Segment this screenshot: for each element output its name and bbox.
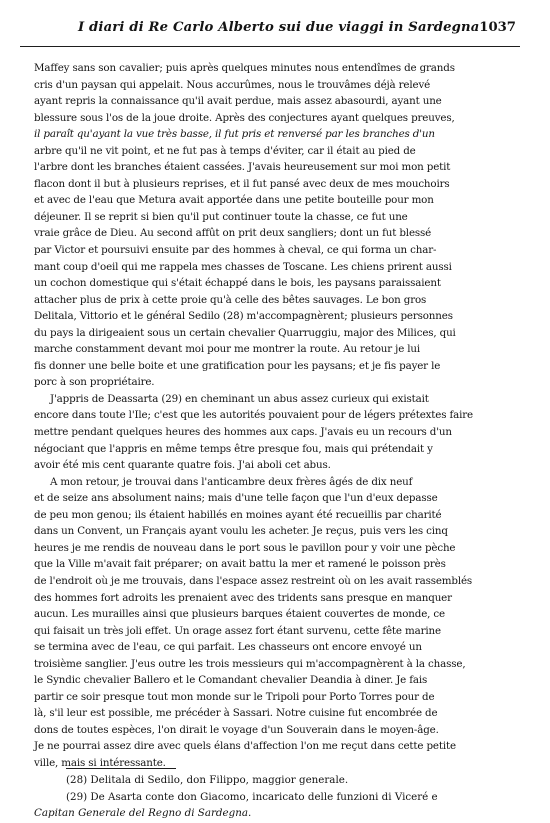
text-line: A mon retour, je trouvai dans l'anticambre deux frères âgés de dix neuf	[50, 475, 413, 488]
text-line: mant coup d'oeil qui me rappela mes chasses de Toscane. Les chiens prirent aussi	[34, 260, 452, 273]
text-line: blessure sous l'os de la joue droite. Après des conjectures ayant quelques preuves,	[34, 111, 455, 124]
footnotes	[34, 772, 516, 822]
text-line: aucun. Les murailles ainsi que plusieurs barques étaient couvertes de monde, ce	[34, 608, 445, 621]
text-line: et avec de l'eau que Metura avait apportée dans une petite bouteille pour mon	[34, 194, 434, 207]
footnote-29: (29) De Asarta conte don Giacomo, incaricato delle funzioni di Viceré e	[66, 790, 438, 803]
text-line: Maffey sans son cavalier; puis après quelques minutes nous entendîmes de grands	[34, 62, 455, 74]
text-line: marche constamment devant moi pour me montrer la route. Au retour je lui	[34, 343, 421, 356]
text-line: de l'endroit où je me trouvais, dans l'espace assez restreint où on les avait rassemblés	[34, 574, 473, 587]
text-line: cris d'un paysan qui appelait. Nous accurûmes, nous le trouvâmes déjà relevé	[34, 78, 431, 91]
footnote-28: (28) Delitala di Sedilo, don Filippo, maggior generale.	[66, 774, 349, 786]
text-line: ayant repris la connaissance qu'il avait perdue, mais assez abasourdi, ayant une	[34, 95, 442, 108]
text-line: le Syndic chevalier Ballero et le Comandant chevalier Deandia à diner. Je fais	[34, 674, 428, 687]
text-line: dans un Convent, un Français ayant voulu les acheter. Je reçus, puis vers les cinq	[34, 525, 448, 538]
text-line: porc à son propriétaire.	[34, 376, 155, 389]
text-line: négociant que l'appris en même temps être presque fou, mais qui prétendait y	[34, 442, 433, 455]
text-line: avoir été mis cent quarante quatre fois. J'ai aboli cet abus.	[34, 459, 331, 472]
text-line: Delitala, Vittorio et le général Sedilo (28) m'accompagnèrent; plusieurs personnes	[34, 310, 453, 323]
text-line: dons de toutes espèces, l'on dirait le voyage d'un Souverain dans le moyen-âge.	[34, 723, 439, 736]
text-line: attacher plus de prix à cette proie qu'à celle des bêtes sauvages. Le bon gros	[34, 293, 427, 306]
text-line: se termina avec de l'eau, ce qui parfait. Les chasseurs ont encore envoyé un	[34, 641, 422, 654]
footnote-29-continued: Capitan Generale del Regno di Sardegna.	[34, 807, 252, 819]
page-number: 1037	[479, 20, 516, 35]
text-line: que la Ville m'avait fait préparer; on avait battu la mer et ramené le poisson près	[34, 558, 446, 571]
text-line: vraie grâce de Dieu. Au second affût on prit deux sangliers; dont un fut blessé	[34, 227, 432, 240]
text-line: du pays la dirigeaient sous un certain chevalier Quarruggiu, major des Milices, qui	[34, 326, 456, 339]
text-line: flacon dont il but à plusieurs reprises, et il fut pansé avec deux de mes mouchoirs	[34, 177, 450, 190]
text-line: l'arbre dont les branches étaient cassées. J'avais heureusement sur moi mon petit	[34, 161, 451, 174]
text-line: ville, mais si intéressante.	[34, 756, 166, 769]
text-line: il paraît qu'ayant la vue très basse, il fut pris et renversé par les branches d'un	[34, 128, 435, 141]
text-line: et de seize ans absolument nains; mais d'une telle façon que l'un d'eux depasse	[34, 492, 438, 505]
text-line: encore dans toute l'Ile; c'est que les autorités pouvaient pour de légers prétextes faire	[34, 409, 474, 422]
text-line: par Victor et poursuivi ensuite par des hommes à cheval, ce qui forma un char-	[34, 244, 437, 257]
text-line: déjeuner. Il se reprit si bien qu'il put continuer toute la chasse, ce fut une	[34, 210, 408, 223]
body-text	[34, 60, 507, 772]
running-header	[20, 10, 520, 47]
text-line: là, s'il leur est possible, me précéder à Sassari. Notre cuisine fut encombrée de	[34, 707, 438, 720]
text-line: J'appris de Deassarta (29) en cheminant un abus assez curieux qui existait	[50, 392, 429, 405]
text-line: partir ce soir presque tout mon monde sur le Tripoli pour Porto Torres pour de	[34, 690, 435, 703]
text-line: mettre pendant quelques heures des hommes aux caps. J'avais eu un recours d'un	[34, 426, 452, 439]
text-line: troisième sanglier. J'eus outre les trois messieurs qui m'accompagnèrent à la chasse,	[34, 657, 466, 670]
footnote-separator	[66, 768, 176, 769]
running-title: I diari di Re Carlo Alberto sui due viaggi in Sardegna	[78, 20, 480, 35]
text-line: de peu mon genou; ils étaient habillés en moines ayant été recueillis par charité	[34, 508, 442, 521]
text-line: des hommes fort adroits les prenaient avec des tridents sans presque en manquer	[34, 591, 452, 604]
text-line: Je ne pourrai assez dire avec quels élans d'affection l'on me reçut dans cette petite	[34, 740, 456, 753]
text-line: arbre qu'il ne vit point, et ne fut pas à temps d'éviter, car il était au pied de	[34, 144, 416, 157]
text-line: heures je me rendis de nouveau dans le port sous le pavillon pour y voir une pèche	[34, 541, 456, 554]
text-line: fis donner une belle boite et une gratification pour les paysans; et je fis payer le	[34, 359, 441, 372]
text-line: qui faisait un très joli effet. Un orage assez fort étant survenu, cette fête marine	[34, 624, 441, 637]
text-line: un cochon domestique qui s'était échappé dans le bois, les paysans paraissaient	[34, 277, 441, 290]
